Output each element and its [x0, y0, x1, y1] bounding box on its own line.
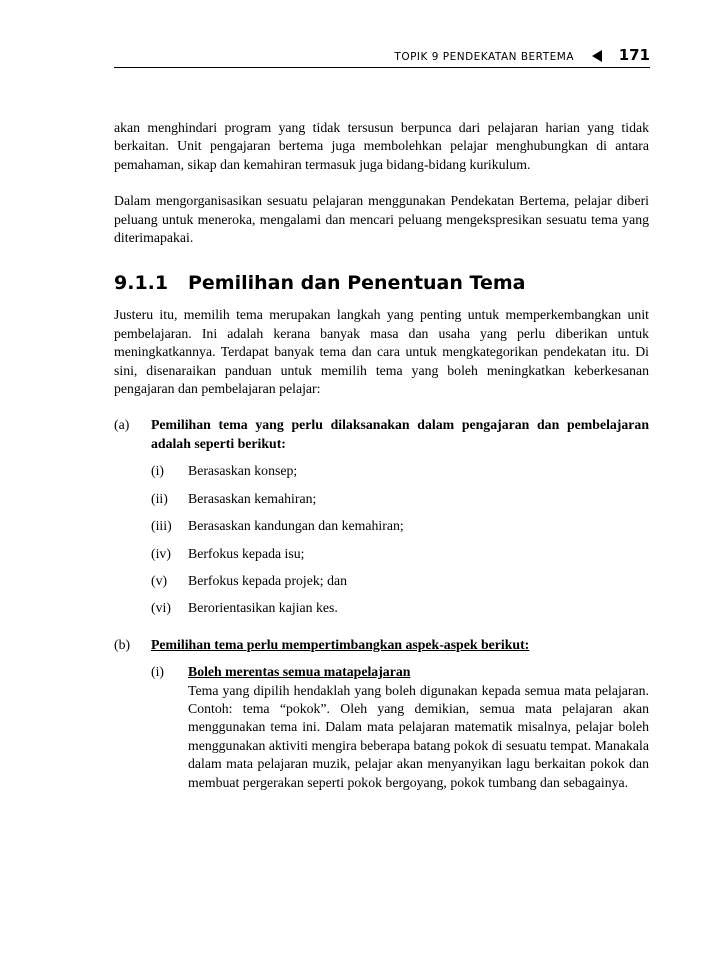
- header-title: TOPIK 9 PENDEKATAN BERTEMA: [394, 51, 574, 63]
- sub-item: (iv) Berfokus kepada isu;: [151, 545, 305, 561]
- sub-item: (vi) Berorientasikan kajian kes.: [151, 600, 338, 616]
- sub-item: (ii) Berasaskan kemahiran;: [151, 490, 317, 506]
- page-body: [114, 119, 649, 792]
- item-label: (b): [114, 636, 131, 652]
- running-header: [114, 43, 650, 68]
- page-number: 171: [618, 46, 650, 64]
- sub-item: (i) Boleh merentas semua matapelajaran Tema yang dipilih hendaklah yang boleh digunakan kepada semua mata pelajaran. Contoh: tema “pokok”. Oleh yang demikian, semua mata pelajaran akan menggunakan tema ini. Dalam mata pelajaran matematik misalnya, pelajar boleh menggunakan aktiviti mengira beberapa batang pokok di sesuatu tempat. Manakala dalam mata pelajaran muzik, pelajar akan menyanyikan lagu berkaitan pokok dan membuat pergerakan seperti pokok bergoyang, pokok tumbang dan sebagainya.: [151, 663, 649, 792]
- section-title: Pemilihan dan Penentuan Tema: [188, 272, 526, 295]
- sub-item: (v) Berfokus kepada projek; dan: [151, 572, 347, 588]
- sub-item-title: Boleh merentas semua matapelajaran: [188, 664, 411, 680]
- item-title: Pemilihan tema perlu mempertimbangkan aspek-aspek berikut:: [151, 636, 530, 652]
- section-number: 9.1.1: [114, 272, 169, 295]
- sub-item: (i) Berasaskan konsep;: [151, 463, 298, 479]
- item-label: (a): [114, 417, 130, 433]
- section-intro: Justeru itu, memilih tema merupakan langkah yang penting untuk memperkembangkan unit pembelajaran. Ini adalah kerana banyak masa dan usaha yang perlu diberikan untuk meningkatkannya. Terdapat banyak tema dan cara untuk mengkategorikan pendekatan itu. Di sini, disenaraikan panduan untuk memilih tema yang boleh meningkatkan keberkesanan pengajaran dan pembelajaran pelajar:: [114, 307, 649, 397]
- sub-item-text: Tema yang dipilih hendaklah yang boleh digunakan kepada semua mata pelajaran. Contoh: tema “pokok”. Oleh yang demikian, semua mata pelajaran akan menggunakan tema ini. Dalam mata pelajaran matematik misalnya, pelajar boleh menggunakan aktiviti mengira beberapa batang pokok di sesuatu tempat. Manakala dalam mata pelajaran muzik, pelajar akan menyanyikan lagu berkaitan pokok dan membuat pergerakan seperti pokok bergoyang, pokok tumbang dan sebagainya.: [188, 682, 649, 790]
- section-heading: [114, 271, 649, 295]
- list-item-b: [114, 636, 649, 792]
- paragraph: Dalam mengorganisasikan sesuatu pelajaran menggunakan Pendekatan Bertema, pelajar diberi peluang untuk meneroka, mengalami dan mencari peluang mengekspresikan sesuatu tema yang diterimapakai.: [114, 193, 649, 246]
- paragraph: akan menghindari program yang tidak tersusun berpunca dari pelajaran harian yang tidak berkaitan. Unit pengajaran bertema juga membolehkan pelajar menghubungkan di antara pemahaman, sikap dan kemahiran termasuk juga bidang-bidang kurikulum.: [114, 120, 649, 172]
- item-title: Pemilihan tema yang perlu dilaksanakan dalam pengajaran dan pembelajaran adalah seperti berikut:: [151, 417, 649, 451]
- list-item-a: [114, 416, 649, 617]
- left-triangle-icon: [592, 50, 602, 62]
- sub-item: (iii) Berasaskan kandungan dan kemahiran;: [151, 518, 404, 534]
